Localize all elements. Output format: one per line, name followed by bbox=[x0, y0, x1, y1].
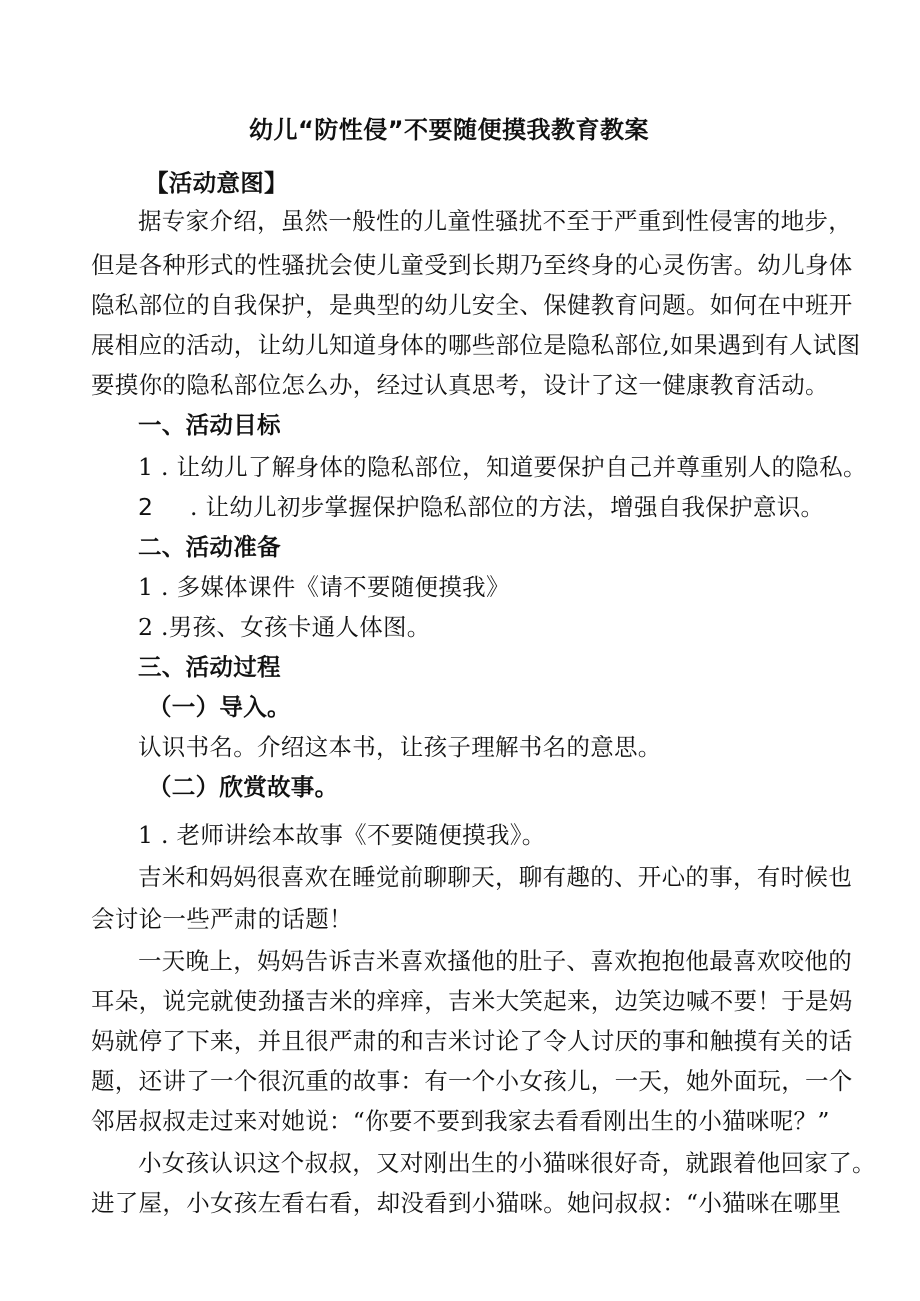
section-heading-prep: 二、活动准备 bbox=[138, 533, 281, 561]
prep-item-1: 1 . 多媒体课件《请不要随便摸我》 bbox=[138, 573, 510, 601]
story-line: 一天晚上，妈妈告诉吉米喜欢搔他的肚子、喜欢抱抱他最喜欢咬他的 bbox=[138, 947, 852, 975]
story-item-1: 1 . 老师讲绘本故事《不要随便摸我》。 bbox=[138, 821, 546, 849]
section-heading-goals: 一、活动目标 bbox=[138, 411, 281, 439]
intent-line: 要摸你的隐私部位怎么办，经过认真思考，设计了这一健康教育活动。 bbox=[91, 371, 829, 399]
story-line: 小女孩认识这个叔叔，又对刚出生的小猫咪很好奇，就跟着他回家了。 bbox=[138, 1149, 876, 1177]
goal-item-2-number: 2 bbox=[138, 493, 153, 521]
goal-item-1: 1 . 让幼儿了解身体的隐私部位，知道要保护自己并尊重别人的隐私。 bbox=[138, 453, 867, 481]
story-line: 会讨论一些严肃的话题！ bbox=[91, 905, 353, 933]
intent-line: 隐私部位的自我保护，是典型的幼儿安全、保健教育问题。如何在中班开 bbox=[91, 291, 853, 319]
story-line: 邻居叔叔走过来对她说：“你要不要到我家去看看刚出生的小猫咪呢？” bbox=[91, 1107, 830, 1135]
story-line: 进了屋，小女孩左看右看，却没看到小猫咪。她问叔叔：“小猫咪在哪里 bbox=[91, 1189, 842, 1217]
intent-heading: 【活动意图】 bbox=[145, 169, 288, 197]
subheading-intro: （一）导入。 bbox=[148, 693, 291, 721]
section-heading-process: 三、活动过程 bbox=[138, 653, 281, 681]
intent-line: 据专家介绍，虽然一般性的儿童性骚扰不至于严重到性侵害的地步， bbox=[138, 207, 852, 235]
intro-text: 认识书名。介绍这本书，让孩子理解书名的意思。 bbox=[138, 733, 662, 761]
story-line: 吉米和妈妈很喜欢在睡觉前聊聊天，聊有趣的、开心的事，有时候也 bbox=[138, 863, 852, 891]
story-line: 耳朵，说完就使劲搔吉米的痒痒，吉米大笑起来，边笑边喊不要！于是妈 bbox=[91, 987, 853, 1015]
story-line: 题，还讲了一个很沉重的故事：有一个小女孩儿，一天，她外面玩，一个 bbox=[91, 1067, 853, 1095]
intent-line: 但是各种形式的性骚扰会使儿童受到长期乃至终身的心灵伤害。幼儿身体 bbox=[91, 251, 853, 279]
story-line: 妈就停了下来，并且很严肃的和吉米讨论了令人讨厌的事和触摸有关的话 bbox=[91, 1027, 853, 1055]
intent-line: 展相应的活动，让幼儿知道身体的哪些部位是隐私部位,如果遇到有人试图 bbox=[91, 331, 861, 359]
subheading-story: （二）欣赏故事。 bbox=[148, 773, 339, 801]
prep-item-2: 2 .男孩、女孩卡通人体图。 bbox=[138, 613, 431, 641]
goal-item-2-text: . 让幼儿初步掌握保护隐私部位的方法，增强自我保护意识。 bbox=[190, 493, 825, 521]
page-title: 幼儿“防性侵”不要随便摸我教育教案 bbox=[249, 116, 650, 144]
